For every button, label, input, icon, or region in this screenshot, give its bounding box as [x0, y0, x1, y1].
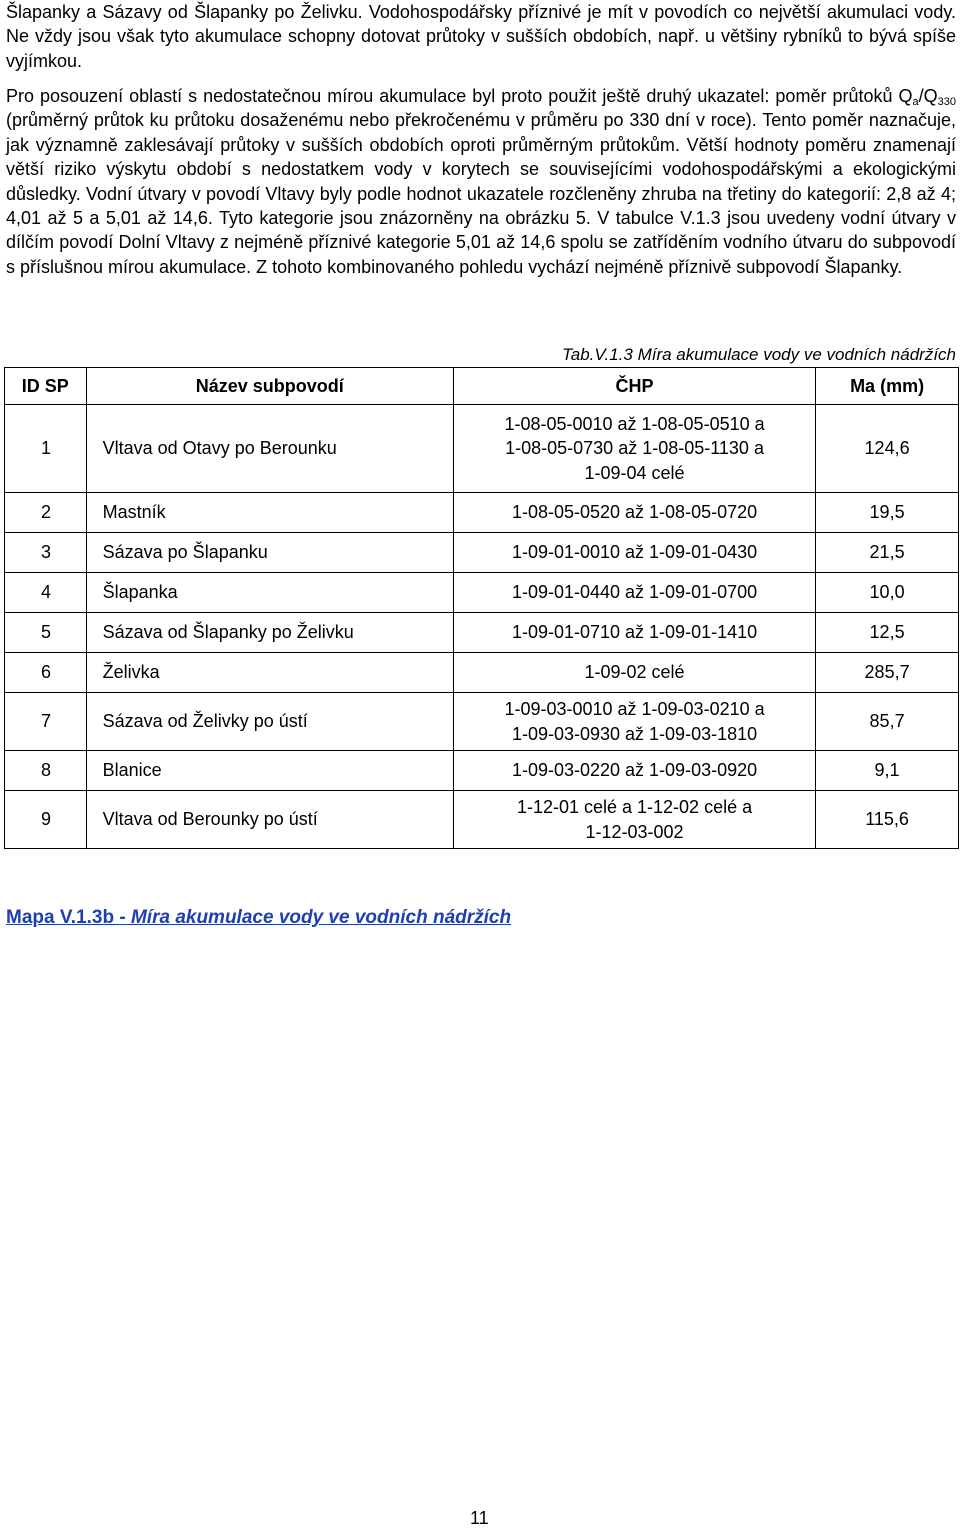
cell-subbasin-name: Šlapanka: [86, 573, 453, 613]
cell-subbasin-name: Sázava po Šlapanku: [86, 533, 453, 573]
table-row: [5, 405, 959, 493]
cell-id-sp: 8: [5, 751, 87, 791]
header-ma: Ma (mm): [816, 368, 959, 405]
cell-chp: [453, 573, 815, 613]
cell-id-sp: 3: [5, 533, 87, 573]
table-row: [5, 693, 959, 751]
table-row: [5, 573, 959, 613]
cell-id-sp: 7: [5, 693, 87, 751]
cell-chp: [453, 653, 815, 693]
paragraph-text-before-ratio: Pro posouzení oblastí s nedostatečnou mírou akumulace byl proto použit ještě druhý ukazatel: poměr průtoků Q: [6, 86, 913, 106]
cell-subbasin-name: Blanice: [86, 751, 453, 791]
cell-chp: [453, 533, 815, 573]
cell-subbasin-name: Mastník: [86, 493, 453, 533]
table-body: [5, 405, 959, 849]
subscript-a: a: [912, 96, 919, 108]
chp-line: 1-08-05-0520 až 1-08-05-0720: [511, 502, 758, 523]
cell-chp: [453, 751, 815, 791]
cell-ma: 124,6: [816, 405, 959, 493]
cell-ma: 9,1: [816, 751, 959, 791]
chp-line: 1-09-03-0010 až 1-09-03-0210 a: [504, 699, 765, 720]
chp-line: 1-09-04 celé: [584, 462, 685, 483]
cell-id-sp: 5: [5, 613, 87, 653]
ratio-slash-q: /Q: [918, 86, 938, 106]
table-header-row: [5, 368, 959, 405]
chp-line: 1-09-01-0710 až 1-09-01-1410: [511, 622, 758, 643]
chp-line: 1-08-05-0010 až 1-08-05-0510 a: [504, 413, 765, 434]
cell-chp: [453, 613, 815, 653]
header-id-sp: ID SP: [5, 368, 87, 405]
table-row: [5, 653, 959, 693]
cell-subbasin-name: Želivka: [86, 653, 453, 693]
cell-ma: 10,0: [816, 573, 959, 613]
cell-ma: 115,6: [816, 791, 959, 849]
table-row: [5, 751, 959, 791]
page-number: 11: [470, 1508, 489, 1528]
accumulation-table: [4, 367, 959, 849]
chp-line: 1-09-01-0010 až 1-09-01-0430: [511, 542, 758, 563]
cell-ma: 21,5: [816, 533, 959, 573]
map-link[interactable]: [6, 907, 511, 929]
chp-line: 1-09-01-0440 až 1-09-01-0700: [511, 582, 758, 603]
intro-paragraph: Šlapanky a Sázavy od Šlapanky po Želivku. Vodohospodářsky příznivé je mít v povodích co největší akumulaci vody. Ne vždy jsou však tyto akumulace schopny dotovat průtoky v sušších obdobích, např. u většiny rybníků to bývá spíše vyjímkou.: [6, 2, 956, 71]
cell-id-sp: 9: [5, 791, 87, 849]
chp-line: 1-12-01 celé a 1-12-02 celé a: [516, 797, 753, 818]
header-chp: ČHP: [453, 368, 815, 405]
table-row: [5, 533, 959, 573]
cell-id-sp: 1: [5, 405, 87, 493]
cell-subbasin-name: Sázava od Želivky po ústí: [86, 693, 453, 751]
cell-chp: [453, 791, 815, 849]
cell-ma: 12,5: [816, 613, 959, 653]
cell-subbasin-name: Vltava od Otavy po Berounku: [86, 405, 453, 493]
chp-line: 1-09-03-0930 až 1-09-03-1810: [511, 723, 758, 744]
table-row: [5, 493, 959, 533]
cell-ma: 285,7: [816, 653, 959, 693]
cell-ma: 19,5: [816, 493, 959, 533]
chp-line: 1-12-03-002: [585, 821, 684, 842]
cell-chp: [453, 493, 815, 533]
map-link-prefix: Mapa V.1.3b -: [6, 907, 131, 928]
table-row: [5, 613, 959, 653]
cell-subbasin-name: Vltava od Berounky po ústí: [86, 791, 453, 849]
map-link-title: Míra akumulace vody ve vodních nádržích: [130, 907, 512, 928]
paragraph-text-after-ratio: (průměrný průtok ku průtoku dosaženému nebo překročenému v průměru po 330 dní v roce). Tento poměr naznačuje, jak významně zaklesávají průtoky v sušších obdobích oproti průměrným průtokům. Větší hodnoty poměru znamenají větší riziko výskytu období s nedostatkem vody v korytech se souvisejícími vodohospodářskými a ekologickými důsledky. Vodní útvary v povodí Vltavy byly podle hodnot ukazatele rozčleněny zhruba na třetiny do kategorií: 2,8 až 4; 4,01 až 5 a 5,01 až 14,6. Tyto kategorie jsou znázorněny na obrázku 5. V tabulce V.1.3 jsou uvedeny vodní útvary v dílčím povodí Dolní Vltavy z nejméně příznivé kategorie 5,01 až 14,6 spolu se zatříděním vodního útvaru do subpovodí s příslušnou mírou akumulace. Z tohoto kombinovaného pohledu vychází nejméně příznivě subpovodí Šlapanky.: [6, 110, 956, 277]
chp-line: 1-09-03-0220 až 1-09-03-0920: [511, 760, 758, 781]
cell-id-sp: 2: [5, 493, 87, 533]
cell-ma: 85,7: [816, 693, 959, 751]
table-row: [5, 791, 959, 849]
chp-line: 1-08-05-0730 až 1-08-05-1130 a: [505, 438, 764, 459]
cell-id-sp: 6: [5, 653, 87, 693]
cell-subbasin-name: Sázava od Šlapanky po Želivku: [86, 613, 453, 653]
chp-line: 1-09-02 celé: [584, 662, 685, 683]
subscript-330: 330: [937, 96, 956, 108]
method-paragraph: [6, 84, 956, 279]
cell-chp: [453, 405, 815, 493]
table-caption: Tab.V.1.3 Míra akumulace vody ve vodních nádržích: [561, 345, 956, 364]
header-subbasin-name: Název subpovodí: [86, 368, 453, 405]
cell-id-sp: 4: [5, 573, 87, 613]
cell-chp: [453, 693, 815, 751]
